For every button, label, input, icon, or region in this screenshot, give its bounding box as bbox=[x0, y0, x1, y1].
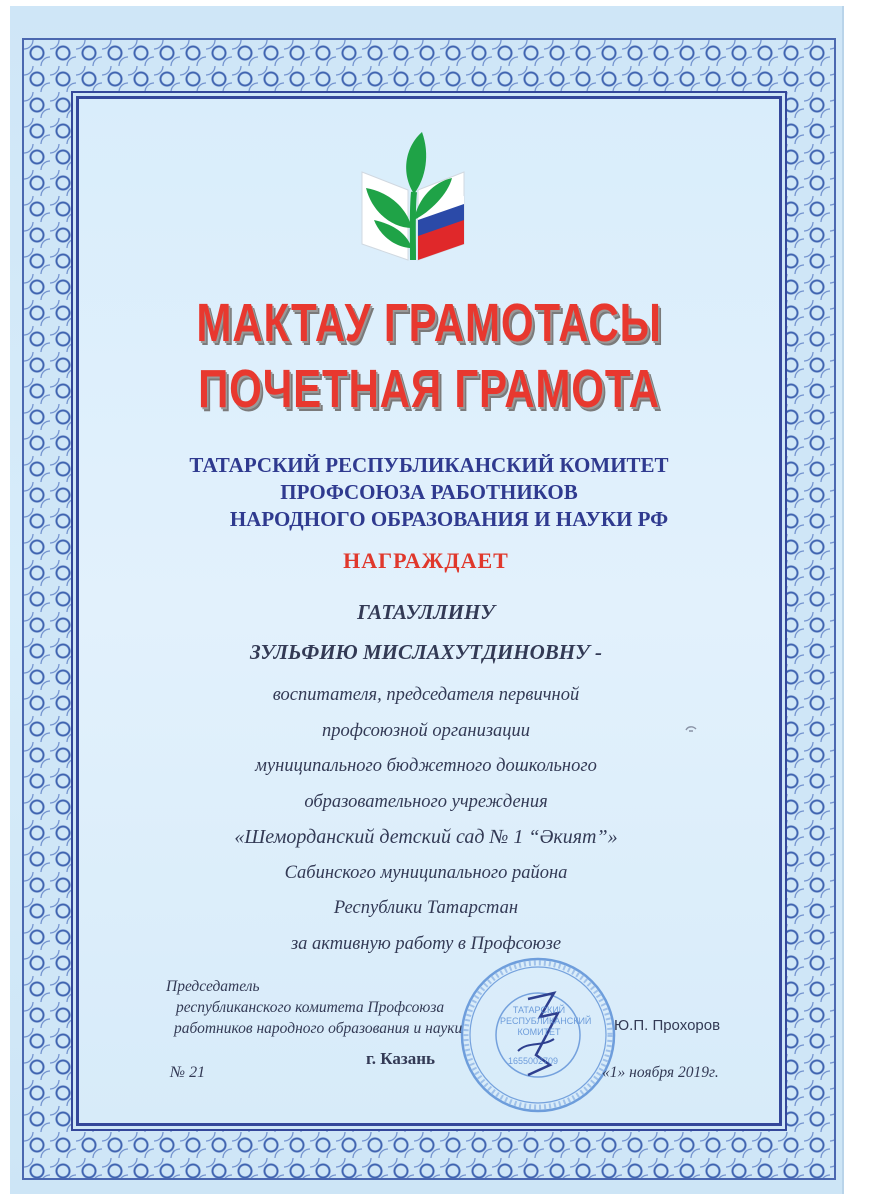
organization-line-1: ТАТАРСКИЙ РЕСПУБЛИКАНСКИЙ КОМИТЕТ bbox=[189, 453, 669, 477]
profsoyuz-logo-icon bbox=[356, 132, 470, 272]
issue-city: г. Казань bbox=[366, 1049, 436, 1068]
signer-position bbox=[166, 976, 526, 1039]
description-line: муниципального бюджетного дошкольного bbox=[255, 756, 597, 776]
certificate-title-tatar: МАКТАУ ГРАМОТАСЫ bbox=[196, 293, 662, 353]
certificate-title-russian: ПОЧЕТНАЯ ГРАМОТА bbox=[198, 359, 660, 419]
signer-position-line: работников народного образования и науки bbox=[174, 1020, 463, 1037]
award-description bbox=[76, 678, 776, 962]
description-line: воспитателя, председателя первичной bbox=[272, 685, 580, 705]
description-line: образовательного учреждения bbox=[304, 791, 548, 812]
description-line: Республики Татарстан bbox=[333, 898, 519, 918]
stray-mark-icon bbox=[684, 724, 698, 734]
kindergarten-name: «Шеморданский детский сад № 1 “Әкият”» bbox=[234, 826, 618, 848]
signer-position-line: республиканского комитета Профсоюза bbox=[176, 999, 445, 1016]
organization-line-2: ПРОФСОЮЗА РАБОТНИКОВ bbox=[280, 480, 578, 504]
stamp-code: 1655002709 bbox=[508, 1056, 559, 1066]
organization-name bbox=[76, 452, 782, 533]
stamp-center-text: ТАТАРСКИЙ РЕСПУБЛИКАНСКИЙ КОМИТЕТ bbox=[500, 1005, 592, 1037]
description-line: за активную работу в Профсоюзе bbox=[290, 933, 562, 954]
award-verb: НАГРАЖДАЕТ bbox=[343, 548, 509, 573]
certificate-number: № 21 bbox=[170, 1064, 206, 1081]
description-line: Сабинского муниципального района bbox=[284, 862, 568, 883]
signer-name: Ю.П. Прохоров bbox=[614, 1017, 721, 1034]
signer-position-line: Председатель bbox=[166, 978, 260, 995]
organization-line-3: НАРОДНОГО ОБРАЗОВАНИЯ И НАУКИ РФ bbox=[229, 507, 669, 531]
recipient-surname: ГАТАУЛЛИНУ bbox=[357, 600, 495, 624]
description-line: профсоюзной организации bbox=[321, 720, 531, 741]
issue-date: «1» ноября 2019г. bbox=[602, 1064, 719, 1081]
recipient-name: ЗУЛЬФИЮ МИСЛАХУТДИНОВНУ - bbox=[249, 640, 603, 664]
